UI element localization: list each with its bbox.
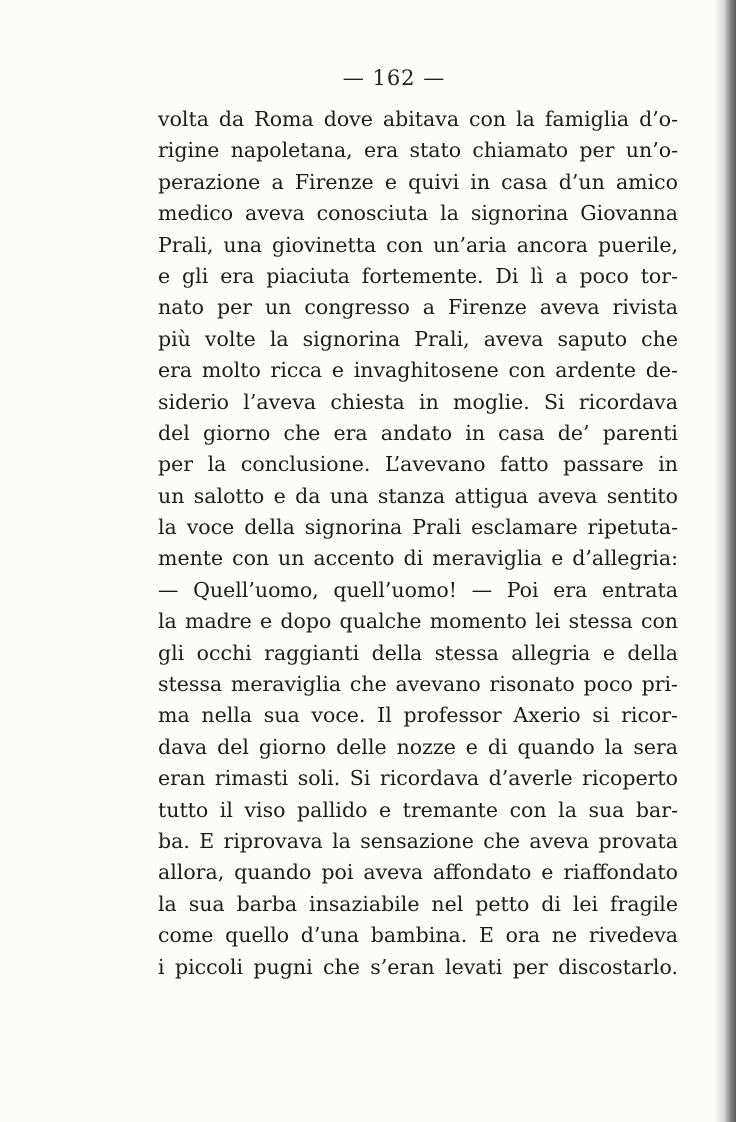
text-line: gli occhi raggianti della stessa allegria e della [158,640,678,665]
text-line: un salotto e da una stanza attigua aveva sentito [158,483,678,508]
text-line: — Quell’uomo, quell’uomo! — Poi era entrata [158,577,678,602]
text-line: i piccoli pugni che s’eran levati per discostarlo. [158,954,678,979]
text-line: del giorno che era andato in casa de’ parenti [158,420,678,445]
text-line: era molto ricca e invaghitosene con ardente de- [158,358,678,383]
page-number: — 162 — [342,66,446,90]
text-line: eran rimasti soli. Si ricordava d’averle ricoperto [158,766,678,791]
body-text [158,104,678,983]
text-line: e gli era piaciuta fortemente. Di lì a poco tor- [158,263,678,288]
text-line: allora, quando poi aveva affondato e riaffondato [158,860,678,885]
text-line: più volte la signorina Prali, aveva saputo che [158,326,678,351]
text-line: per la conclusione. L’avevano fatto passare in [158,452,678,477]
text-line: Prali, una giovinetta con un’aria ancora puerile, [158,232,678,257]
text-line: rigine napoletana, era stato chiamato per un’o- [158,138,678,163]
text-line: la madre e dopo qualche momento lei stessa con [158,609,678,634]
text-line: perazione a Firenze e quivi in casa d’un amico [158,169,678,194]
text-line: la sua barba insaziabile nel petto di lei fragile [158,891,678,916]
text-line: medico aveva conosciuta la signorina Giovanna [158,201,678,226]
text-line: volta da Roma dove abitava con la famiglia d’o- [158,107,678,131]
text-line: ba. E riprovava la sensazione che aveva provata [158,828,678,853]
text-line: stessa meraviglia che avevano risonato poco pri- [158,672,678,697]
text-line: come quello d’una bambina. E ora ne rivedeva [158,923,678,948]
text-line: mente con un accento di meraviglia e d’allegria: [158,546,678,571]
text-line: la voce della signorina Prali esclamare ripetuta- [158,515,678,540]
text-line: nato per un congresso a Firenze aveva rivista [158,295,678,320]
text-line: siderio l’aveva chiesta in moglie. Si ricordava [158,389,678,414]
text-line: ma nella sua voce. Il professor Axerio si ricor- [158,703,678,728]
text-line: tutto il viso pallido e tremante con la sua bar- [158,797,678,822]
text-line: dava del giorno delle nozze e di quando la sera [158,734,678,759]
page-edge-shadow [714,0,736,1122]
